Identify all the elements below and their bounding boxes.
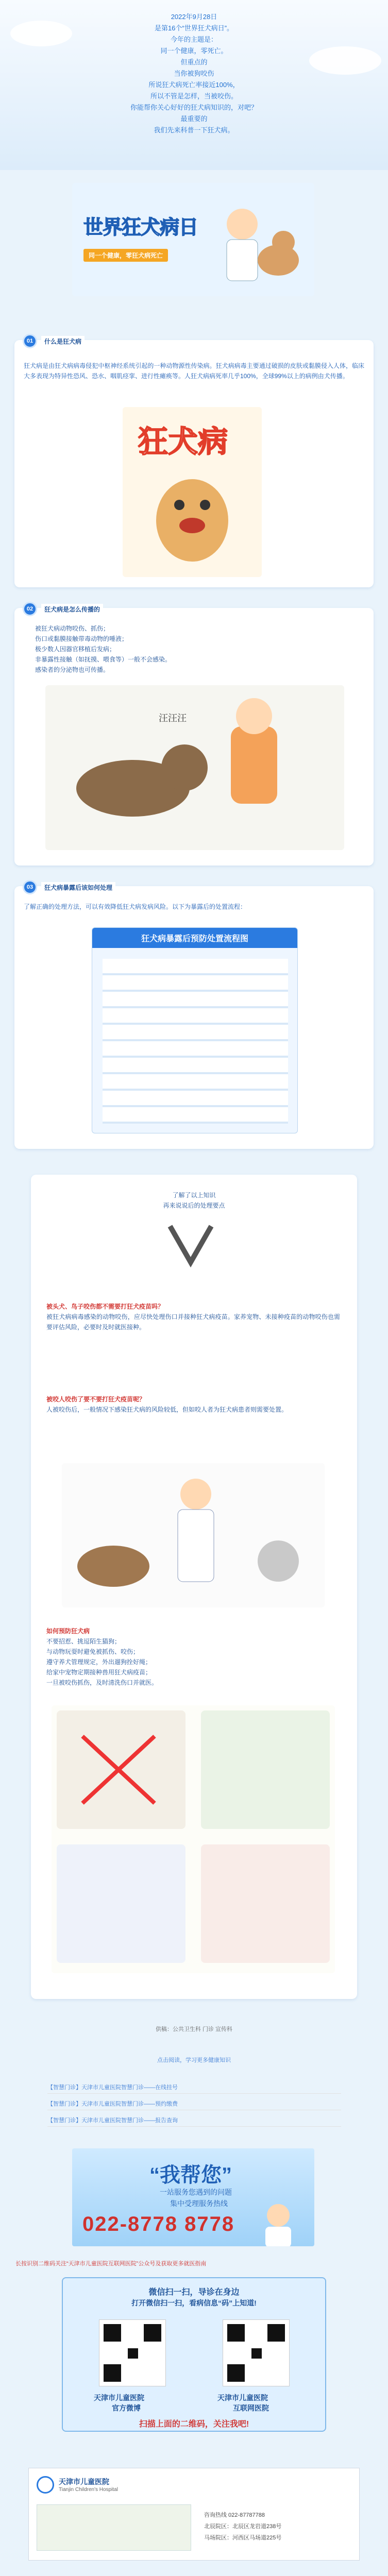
- read-more-link[interactable]: 点击阅读，学习更多健康知识: [157, 2057, 231, 2063]
- intro-line: 最重要的: [180, 115, 208, 123]
- section-text: 狂犬病是由狂犬病病毒侵犯中枢神经系统引起的一种动物源性传染病。狂犬病病毒主要通过破损的皮肤或黏膜侵入人体，临床大多表现为特异性恐风、恐水、咽肌痉挛、进行性瘫痪等。人狂犬病病死率几乎100%，全球99%以上的病例由犬传播。: [24, 362, 364, 380]
- section-post-exposure: [14, 886, 374, 1149]
- related-link[interactable]: 【智慧门诊】天津市儿童医院智慧门诊——预约缴费: [47, 2098, 341, 2110]
- intro-date: 2022年9月28日: [171, 13, 217, 21]
- list-item: 非暴露性接触（如抚摸、喂食等）一般不会感染。: [35, 656, 172, 663]
- internet-hospital-qr-code[interactable]: [223, 2319, 290, 2386]
- intro-line: 同一个健康，零死亡。: [160, 47, 228, 55]
- intro-line: 所以不管是怎样，当被咬伤。: [150, 92, 238, 100]
- banner-title: 世界狂犬病日: [83, 216, 198, 239]
- footer-hospital-name: 天津市儿童医院: [59, 2478, 109, 2486]
- hotline-title: “我帮您”: [149, 2164, 232, 2187]
- section-what-is-rabies: [14, 337, 374, 587]
- source-caption: 供稿：公共卫生科 门诊 宣传科: [155, 2026, 233, 2032]
- qa-item: [46, 1623, 340, 1688]
- prevention-scenes-icon: [52, 1705, 335, 1973]
- qr-footer: 扫描上面的二维码，关注我吧!: [139, 2420, 249, 2429]
- intro-line: 今年的主题是：: [170, 36, 217, 43]
- intro-text: [0, 11, 388, 136]
- qa-section: [31, 1175, 357, 1999]
- intro-line: 但重点的: [180, 58, 208, 66]
- section-transmission: [14, 605, 374, 866]
- section-title: 狂犬病是怎么传播的: [41, 604, 103, 615]
- intro-line: 所说狂犬病死亡率接近100%，: [148, 81, 240, 89]
- rabies-book-illustration: [123, 407, 262, 577]
- list-item: 伤口或黏膜接触带毒动物的唾液；: [35, 635, 128, 642]
- list-item: 一旦被咬伤抓伤，及时清洗伤口并就医。: [46, 1679, 158, 1686]
- footer-hospital-english: Tianjin Children's Hospital: [59, 2487, 118, 2493]
- dog-illustration-icon: [143, 459, 241, 567]
- qa-answer: 人被咬伤后，一般情况下感染狂犬病的风险较低，但如咬人者为狂犬病患者则需要处置。: [46, 1406, 288, 1413]
- qa-header-line: 再来说说后的处理要点: [163, 1202, 225, 1209]
- footer-address: 北辰院区：北辰区龙岩道238号: [204, 2523, 282, 2530]
- hotline-subtitle: 集中受理服务热线: [170, 2199, 228, 2208]
- section-text: 了解正确的处理方法，可以有效降低狂犬病发病风险。以下为暴露后的处置流程：: [24, 903, 247, 910]
- post-exposure-flowchart: [92, 927, 298, 1133]
- prevention-illustrations: [52, 1705, 335, 1973]
- map-thumbnail[interactable]: [37, 2504, 191, 2551]
- intro-line: 是第16个“世界狂犬病日”。: [154, 24, 234, 32]
- hospital-footer: [28, 2468, 360, 2561]
- hotline-banner[interactable]: [72, 2148, 314, 2246]
- related-link[interactable]: 【智慧门诊】天津市儿童医院智慧门诊——报告查询: [47, 2114, 341, 2127]
- hotline-subtitle: 一站服务您遇到的问题: [160, 2188, 232, 2196]
- flowchart-body: [103, 959, 288, 1124]
- prevention-list: [46, 1636, 340, 1688]
- list-item: 不要招惹、挑逗陌生猫狗；: [46, 1638, 121, 1645]
- dog-chasing-man-icon: [45, 685, 344, 850]
- section-header: [23, 334, 85, 348]
- qa-header: [31, 1190, 357, 1211]
- down-arrow-icon: [160, 1221, 222, 1278]
- vaccination-illustration: [62, 1463, 325, 1607]
- qr-notice: 长按识别二维码关注“天津市儿童医院互联网医院”公众号及获取更多就医指南: [15, 2261, 207, 2267]
- nurse-illustration-icon: [247, 2200, 309, 2246]
- footer-address: 马场院区：河西区马场道225号: [204, 2535, 282, 2541]
- footer-contact: [204, 2510, 281, 2544]
- hospital-logo-icon: [37, 2476, 54, 2494]
- qr-subtitle: 打开微信扫一扫，看病信息“码”上知道!: [131, 2299, 257, 2307]
- qa-item: [46, 1298, 340, 1332]
- section-header: [23, 602, 103, 616]
- section-number: 02: [23, 602, 37, 616]
- illustration-text: 汪汪汪: [159, 713, 187, 724]
- dog-bite-illustration: [45, 685, 344, 850]
- section-header: [23, 880, 115, 894]
- related-link[interactable]: 【智慧门诊】天津市儿童医院智慧门诊——在线挂号: [47, 2081, 341, 2094]
- doctor-and-animals-icon: [62, 1463, 325, 1607]
- qa-question: 被咬人咬伤了要不要打狂犬疫苗呢？: [46, 1396, 146, 1403]
- intro-line: 你能帮你关心好好的狂犬病知识的，对吧？: [130, 104, 258, 111]
- qr-label: 天津市儿童医院: [217, 2394, 268, 2402]
- section-title: 狂犬病暴露后该如何处理: [41, 882, 115, 893]
- intro-line: 当你被狗咬伤: [174, 70, 214, 77]
- section-number: 01: [23, 334, 37, 348]
- list-item: 给家中宠物定期接种兽用狂犬病疫苗；: [46, 1669, 152, 1676]
- qa-question: 如何预防狂犬病: [46, 1628, 90, 1635]
- transmission-list: [35, 623, 171, 675]
- section-title: 什么是狂犬病: [41, 336, 85, 347]
- weibo-qr-code[interactable]: [99, 2319, 166, 2386]
- banner-subtitle: 同一个健康，零狂犬病死亡: [83, 249, 168, 262]
- illustration-title: 狂犬病: [138, 424, 228, 459]
- qr-label: 互联网医院: [233, 2404, 269, 2412]
- qa-header-line: 了解了以上知识: [172, 1192, 216, 1199]
- qa-item: [46, 1391, 340, 1415]
- world-rabies-day-banner: [72, 183, 314, 296]
- list-item: 被狂犬病动物咬伤、抓伤；: [35, 625, 110, 632]
- footer-hotline: 咨询热线 022-87787788: [204, 2512, 265, 2518]
- doctor-dog-illustration-icon: [206, 193, 304, 286]
- flowchart-title: 狂犬病暴露后预防处置流程图: [92, 928, 297, 948]
- list-item: 感染者的分泌物也可传播。: [35, 666, 110, 673]
- qr-code-panel: [62, 2277, 326, 2432]
- hotline-phone: 022-8778 8778: [82, 2213, 235, 2235]
- qr-title: 微信扫一扫，导诊在身边: [148, 2288, 240, 2297]
- qr-label: 天津市儿童医院: [94, 2394, 144, 2402]
- list-item: 与动物玩耍时避免被抓伤、咬伤；: [46, 1648, 140, 1655]
- qr-label: 官方微博: [112, 2404, 141, 2412]
- section-number: 03: [23, 880, 37, 894]
- qa-question: 被头犬、鸟子咬伤都不需要打狂犬疫苗吗？: [46, 1303, 164, 1310]
- list-item: 遵守养犬管理规定，外出遛狗拴好绳；: [46, 1658, 152, 1666]
- qa-answer: 被狂犬病病毒感染的动物咬伤，应尽快处理伤口并接种狂犬病疫苗。家养宠物、未接种疫苗的动物咬伤也需要评估风险，必要时及时就医接种。: [46, 1313, 340, 1331]
- intro-line: 我们先来科普一下狂犬病。: [154, 126, 234, 134]
- list-item: 极少数人因器官移植后发病；: [35, 646, 116, 653]
